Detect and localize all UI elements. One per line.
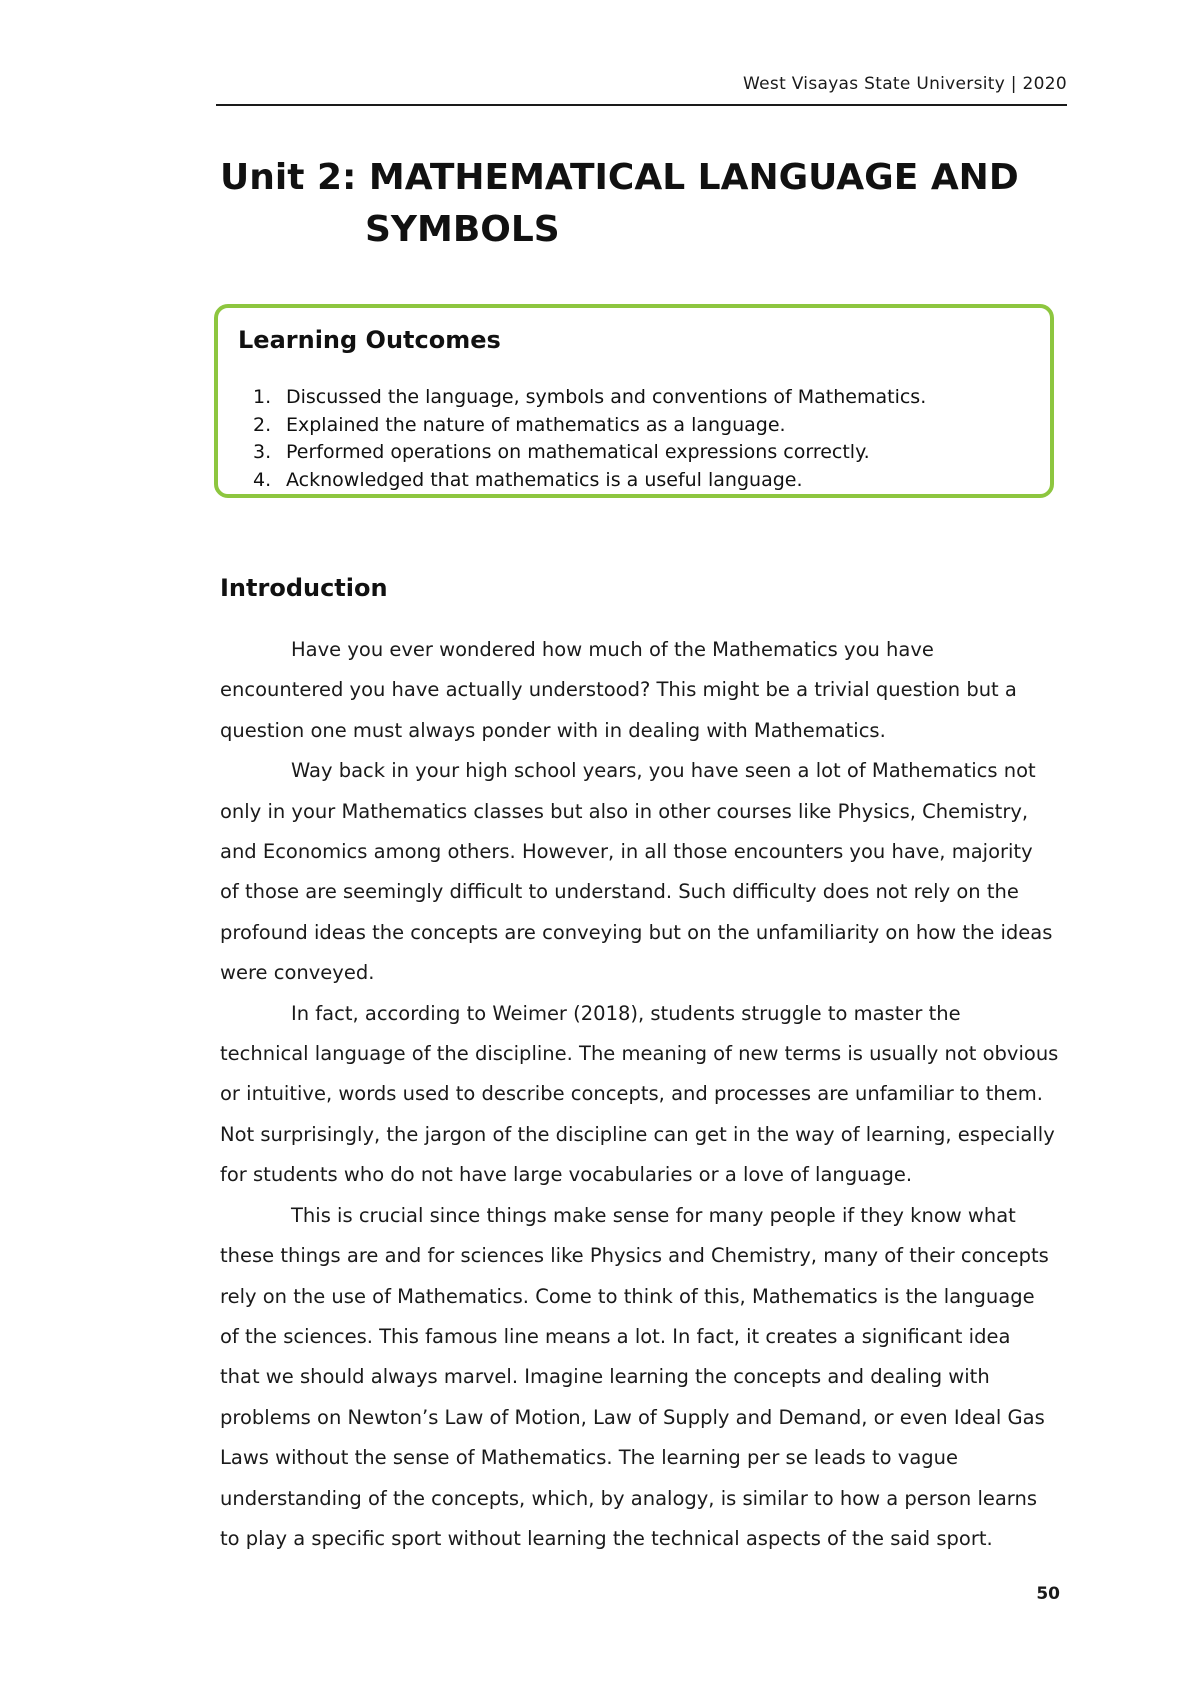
unit-title-line-2: SYMBOLS <box>365 209 560 250</box>
body-line: only in your Mathematics classes but also in other courses like Physics, Chemistry, <box>220 799 1029 823</box>
body-line: This is crucial since things make sense for many people if they know what <box>291 1203 1016 1227</box>
unit-title <box>220 152 1080 256</box>
learning-outcomes-heading: Learning Outcomes <box>238 326 501 354</box>
list-item-number: 4. <box>253 468 272 491</box>
body-line: Way back in your high school years, you have seen a lot of Mathematics not <box>291 759 1036 783</box>
list-item <box>238 384 926 412</box>
header-divider <box>216 104 1067 106</box>
list-item-number: 2. <box>253 413 272 436</box>
body-line: In fact, according to Weimer (2018), students struggle to master the <box>291 1001 961 1025</box>
body-line: or intuitive, words used to describe concepts, and processes are unfamiliar to them. <box>220 1082 1043 1106</box>
list-item-text: Performed operations on mathematical expressions correctly. <box>286 441 870 463</box>
body-line: understanding of the concepts, which, by analogy, is similar to how a person learns <box>220 1486 1038 1510</box>
body-line: technical language of the discipline. The meaning of new terms is usually not obvious <box>220 1042 1059 1066</box>
learning-outcomes-box <box>214 304 1054 498</box>
body-line: rely on the use of Mathematics. Come to think of this, Mathematics is the language <box>220 1284 1035 1308</box>
introduction-heading: Introduction <box>220 574 388 602</box>
body-line: encountered you have actually understood? This might be a trivial question but a <box>220 678 1017 702</box>
body-line: problems on Newton’s Law of Motion, Law of Supply and Demand, or even Ideal Gas <box>220 1405 1045 1429</box>
list-item-number: 1. <box>253 386 272 408</box>
body-line: Have you ever wondered how much of the Mathematics you have <box>291 638 934 661</box>
list-item-text: Discussed the language, symbols and conventions of Mathematics. <box>286 386 927 408</box>
list-item <box>238 467 926 495</box>
body-line: that we should always marvel. Imagine learning the concepts and dealing with <box>220 1365 990 1389</box>
list-item-text: Acknowledged that mathematics is a useful language. <box>286 468 803 491</box>
body-line: question one must always ponder with in dealing with Mathematics. <box>220 718 886 742</box>
unit-title-line-1: Unit 2: MATHEMATICAL LANGUAGE AND <box>220 157 1019 198</box>
page-number: 50 <box>1036 1584 1060 1604</box>
body-line: and Economics among others. However, in all those encounters you have, majority <box>220 840 1033 864</box>
learning-outcomes-list <box>238 384 926 494</box>
introduction-body <box>220 630 1080 1559</box>
body-line: of the sciences. This famous line means a lot. In fact, it creates a significant idea <box>220 1324 1011 1348</box>
body-line: profound ideas the concepts are conveying but on the unfamiliarity on how the ideas <box>220 920 1053 944</box>
body-line: Laws without the sense of Mathematics. The learning per se leads to vague <box>220 1446 959 1470</box>
body-line: were conveyed. <box>220 961 375 985</box>
body-line: these things are and for sciences like Physics and Chemistry, many of their concepts <box>220 1244 1049 1268</box>
running-header: West Visayas State University | 2020 <box>743 74 1067 94</box>
body-line: for students who do not have large vocabularies or a love of language. <box>220 1163 913 1187</box>
body-line: of those are seemingly difficult to understand. Such difficulty does not rely on the <box>220 880 1019 904</box>
body-line: Not surprisingly, the jargon of the discipline can get in the way of learning, especially <box>220 1122 1055 1146</box>
list-item-number: 3. <box>253 441 272 463</box>
list-item <box>238 439 926 467</box>
list-item <box>238 412 926 440</box>
list-item-text: Explained the nature of mathematics as a language. <box>286 413 786 436</box>
body-line: to play a specific sport without learning the technical aspects of the said sport. <box>220 1526 993 1550</box>
